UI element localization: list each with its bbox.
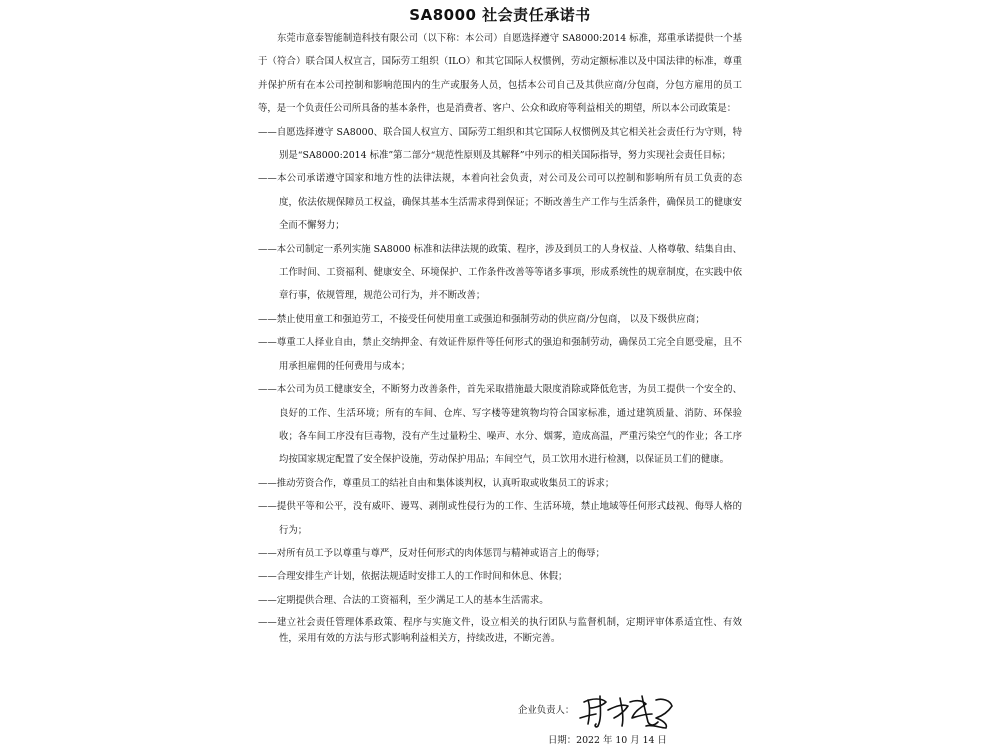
policy-item-8: ——提供平等和公平，没有威吓、谩骂、剥削或性侵行为的工作、生活环境，禁止地域等任何形式歧视、侮辱人格的行为； — [258, 501, 742, 536]
policy-item-1: ——自愿选择遵守 SA8000、联合国人权宣方、国际劳工组织和其它国际人权惯例及其它相关社会责任行为守则，特别是“SA8000:2014 标准”第二部分“规范性原则及其解释”中列示的相关国际指导，努力实现社会责任目标； — [258, 126, 742, 162]
handwritten-signature — [576, 692, 676, 730]
signature-label: 企业负责人： — [518, 705, 575, 716]
policy-item-4: ——禁止使用童工和强迫劳工，不接受任何使用童工或强迫和强制劳动的供应商/分包商， 以及下级供应商； — [258, 313, 705, 325]
policy-item-2: ——本公司承诺遵守国家和地方性的法律法规，本着向社会负责，对公司及公司可以控制和影响所有员工负责的态度，依法依规保障员工权益，确保其基本生活需求得到保证；不断改善生产工作与生活条件，确保员工的健康安全而不懈努力； — [258, 173, 742, 232]
policy-item-9: ——对所有员工予以尊重与尊严，反对任何形式的肉体惩罚与精神或语言上的侮辱； — [258, 547, 605, 559]
policy-item-12: ——建立社会责任管理体系政策、程序与实施文件，设立相关的执行团队与监督机制，定期评审体系适宜性、有效性，采用有效的方法与形式影响利益相关方，持续改进，不断完善。 — [258, 617, 742, 644]
policy-item-7: ——推动劳资合作，尊重员工的结社自由和集体谈判权，认真听取或收集员工的诉求； — [258, 477, 615, 489]
policy-item-10: ——合理安排生产计划，依据法规适时安排工人的工作时间和休息、休假； — [258, 571, 568, 583]
policy-item-6: ——本公司为员工健康安全，不断努力改善条件，首先采取措施最大限度消除或降低危害，为员工提供一个安全的、良好的工作、生活环境；所有的车间、仓库、写字楼等建筑物均符合国家标准，通过建筑质量、消防、环保验收；各车间工序没有巨毒物，没有产生过量粉尘、噪声、水分、烟雾，造成高温，严重污染空气的作业；各工序均按国家规定配置了安全保护设施，劳动保护用品；车间空气，员工饮用水进行检测，以保证员工们的健康。 — [258, 384, 742, 466]
document-body — [258, 27, 742, 646]
intro-paragraph: 东莞市意泰智能制造科技有限公司（以下称：本公司）自愿选择遵守 SA8000:2014 标准，郑重承诺提供一个基于（符合）联合国人权宣言，国际劳工组织（ILO）和其它国际人权惯例，劳动定额标准以及中国法律的标准，尊重并保护所有在本公司控制和影响范围内的生产或服务人员，包括本公司自己及其供应商/分包商，分包方雇用的员工等，是一个负责任公司所具备的基本条件，也是消费者、客户、公众和政府等利益相关的期望，所以本公司政策是： — [258, 33, 742, 115]
policy-item-11: ——定期提供合理、合法的工资福利，至少满足工人的基本生活需求。 — [258, 594, 549, 606]
document-title: SA8000 社会责任承诺书 — [409, 6, 591, 24]
policy-item-5: ——尊重工人择业自由，禁止交纳押金、有效证件原件等任何形式的强迫和强制劳动，确保员工完全自愿受雇，且不用承担雇佣的任何费用与成本； — [258, 337, 742, 372]
policy-item-3: ——本公司制定一系列实施 SA8000 标准和法律法规的政策、程序，涉及到员工的人身权益、人格尊敬、结集自由、工作时间、工资福利、健康安全、环境保护、工作条件改善等等诸多事项，形成系统性的规章制度，在实践中依章行事，依规管理，规范公司行为，并不断改善； — [258, 243, 742, 302]
document-date: 日期：2022 年 10 月 14 日 — [548, 735, 667, 746]
signature-block — [518, 692, 718, 732]
